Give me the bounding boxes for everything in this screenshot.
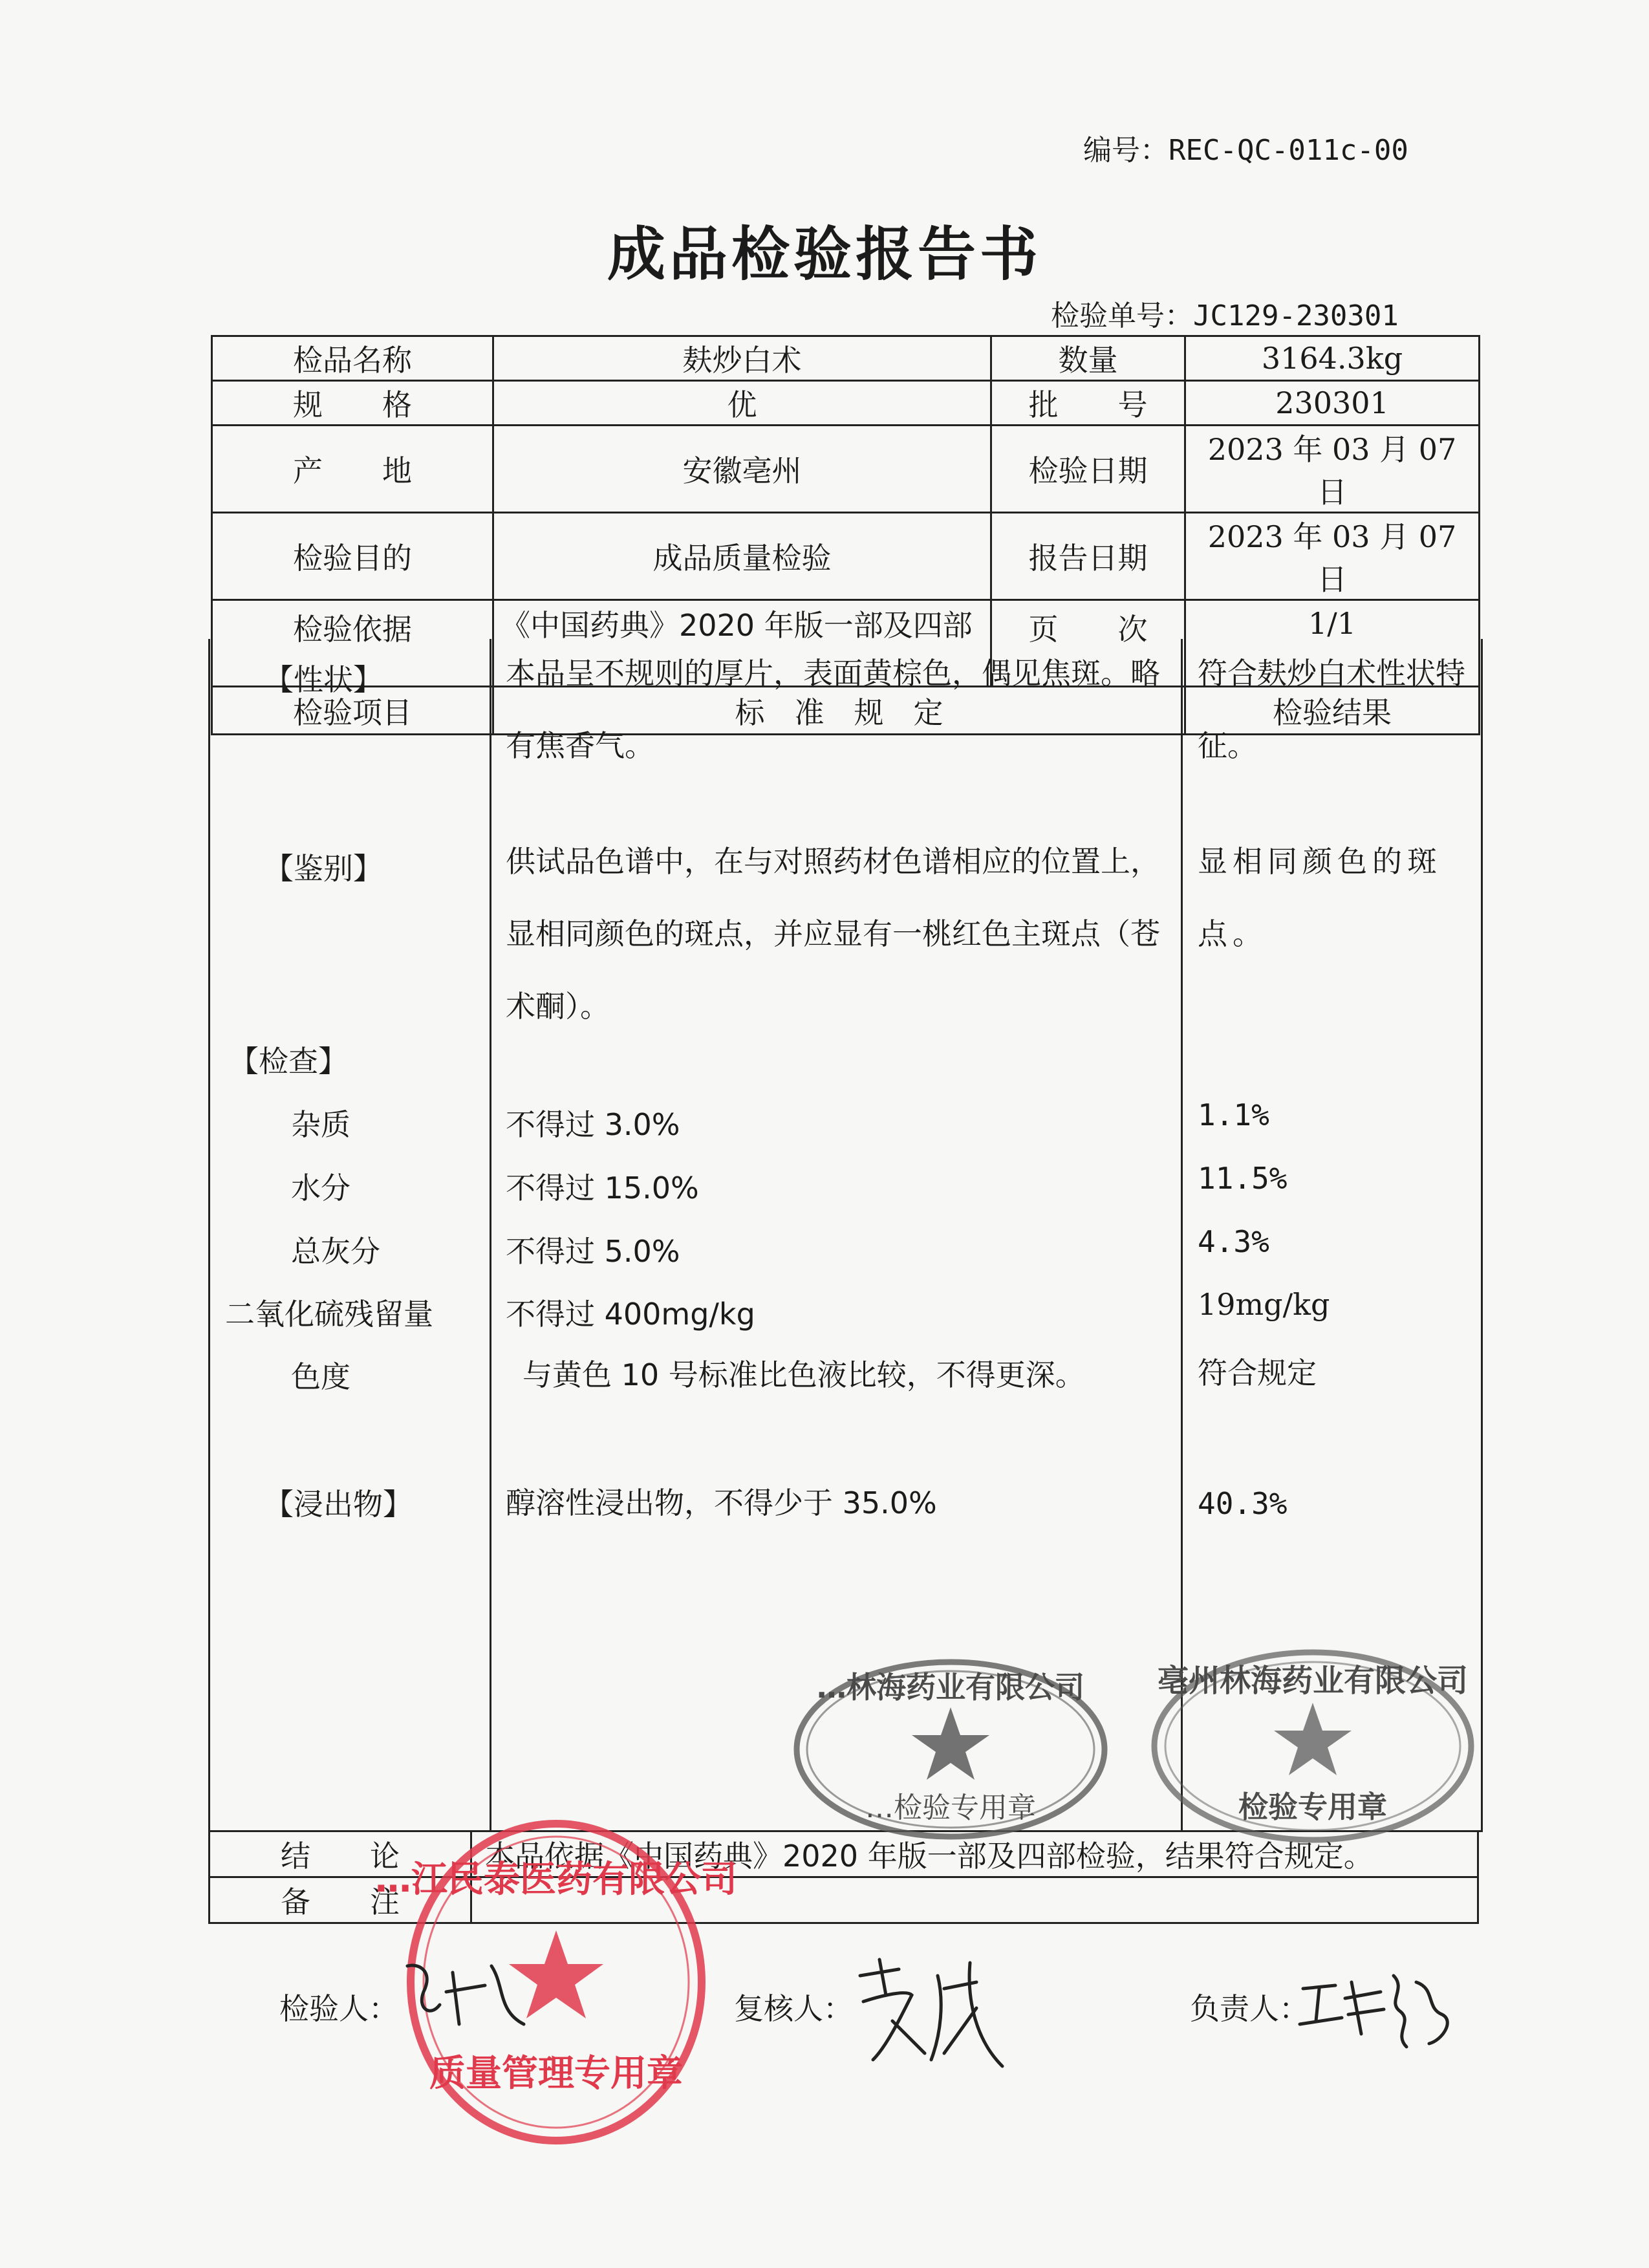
origin-label: 产 地 <box>212 426 493 513</box>
standard-identification: 供试品色谱中，在与对照药材色谱相应的位置上，显相同颜色的斑点，并应显有一桃红色主斑点（苍术酮）。 <box>506 844 1160 1024</box>
standard-impurity: 不得过 3.0% <box>506 1107 680 1142</box>
item-so2: 二氧化硫残留量 <box>225 1297 433 1332</box>
batch-value: 230301 <box>1185 381 1480 426</box>
reviewer-label: 复核人： <box>734 1991 853 2026</box>
conclusion-label: 结 论 <box>210 1831 471 1877</box>
divider <box>490 639 491 1830</box>
conclusion-text: 本品依据《中国药典》2020 年版一部及四部检验，结果符合规定。 <box>471 1831 1478 1877</box>
item-ash: 总灰分 <box>291 1234 380 1269</box>
stamp-top-text: 亳州林海药业有限公司 <box>1157 1663 1469 1699</box>
purpose-label: 检验目的 <box>212 513 493 600</box>
origin-value: 安徽亳州 <box>493 426 991 513</box>
purpose-value: 成品质量检验 <box>493 513 991 600</box>
result-appearance: 符合麸炒白术性状特征。 <box>1198 656 1465 763</box>
reviewer-signature <box>847 1950 1015 2079</box>
stamp-top-text: …林海药业有限公司 <box>817 1670 1084 1705</box>
report-date-label: 报告日期 <box>991 513 1185 600</box>
report-date-value: 2023 年 03 月 07 日 <box>1185 513 1480 600</box>
batch-label: 批 号 <box>991 381 1185 426</box>
report-number <box>1051 292 1399 334</box>
quantity-value: 3164.3kg <box>1185 336 1480 381</box>
item-appearance: 【性状】 <box>264 662 383 697</box>
standard-ash: 不得过 5.0% <box>506 1234 680 1269</box>
manager-signature <box>1297 1963 1465 2053</box>
stamp-bottom-text: …检验专用章 <box>865 1791 1036 1824</box>
remark-label: 备 注 <box>210 1877 471 1923</box>
result-identification: 显相同颜色的斑点。 <box>1198 844 1442 951</box>
stamp-top-text: …江民泰医药有限公司 <box>375 1859 737 1901</box>
star-icon <box>1274 1703 1352 1775</box>
standard-moisture: 不得过 15.0% <box>506 1171 699 1205</box>
item-impurity: 杂质 <box>291 1107 350 1142</box>
document-code-value: REC-QC-011c-00 <box>1169 134 1408 167</box>
manager-label: 负责人： <box>1190 1991 1309 2026</box>
result-extract: 40.3% <box>1198 1486 1288 1521</box>
standard-appearance: 本品呈不规则的厚片，表面黄棕色，偶见焦斑。略有焦香气。 <box>506 656 1160 763</box>
result-color: 符合规定 <box>1198 1355 1317 1390</box>
column-result: 检验结果 <box>1185 687 1480 735</box>
document-code <box>1083 127 1408 168</box>
stamp-bottom-text: 质量管理专用章 <box>429 2053 683 2095</box>
standard-so2: 不得过 400mg/kg <box>506 1297 755 1332</box>
page-title: 成品检验报告书 <box>607 221 1042 288</box>
stamp-bottom-text: 检验专用章 <box>1238 1789 1387 1824</box>
info-row <box>212 336 1480 381</box>
spec-value: 优 <box>493 381 991 426</box>
test-date-value: 2023 年 03 月 07 日 <box>1185 426 1480 513</box>
report-number-value: JC129-230301 <box>1193 299 1399 332</box>
name-label: 检品名称 <box>212 336 493 381</box>
star-icon <box>912 1707 989 1780</box>
page-label: 页 次 <box>991 600 1185 687</box>
page-value: 1/1 <box>1185 600 1480 687</box>
info-row <box>212 426 1480 513</box>
item-color: 色度 <box>291 1359 350 1394</box>
basis-label: 检验依据 <box>212 600 493 687</box>
inspector-signature <box>394 1947 550 2044</box>
quantity-label: 数量 <box>991 336 1185 381</box>
item-check-heading: 【检查】 <box>229 1044 348 1079</box>
report-number-label: 检验单号： <box>1051 299 1193 332</box>
result-ash: 4.3% <box>1198 1224 1269 1259</box>
company-inspection-stamp-left <box>789 1652 1112 1846</box>
info-row <box>212 381 1480 426</box>
basis-value: 《中国药典》2020 年版一部及四部 <box>493 600 991 687</box>
item-identification: 【鉴别】 <box>264 851 383 886</box>
item-moisture: 水分 <box>291 1171 350 1205</box>
result-moisture: 11.5% <box>1198 1161 1288 1196</box>
test-date-label: 检验日期 <box>991 426 1185 513</box>
item-extract: 【浸出物】 <box>264 1487 413 1522</box>
spec-label: 规 格 <box>212 381 493 426</box>
standard-color: 与黄色 10 号标准比色液比较，不得更深。 <box>523 1357 1085 1392</box>
company-inspection-stamp-right <box>1145 1639 1481 1853</box>
inspector-label: 检验人： <box>279 1991 398 2026</box>
product-name: 麸炒白术 <box>493 336 991 381</box>
standard-extract: 醇溶性浸出物，不得少于 35.0% <box>506 1485 937 1520</box>
column-standard: 标 准 规 定 <box>493 687 1185 735</box>
info-row <box>212 513 1480 600</box>
result-impurity: 1.1% <box>1198 1097 1269 1132</box>
column-item: 检验项目 <box>212 687 493 735</box>
document-code-label: 编号： <box>1083 134 1169 167</box>
result-so2: 19mg/kg <box>1198 1287 1330 1322</box>
